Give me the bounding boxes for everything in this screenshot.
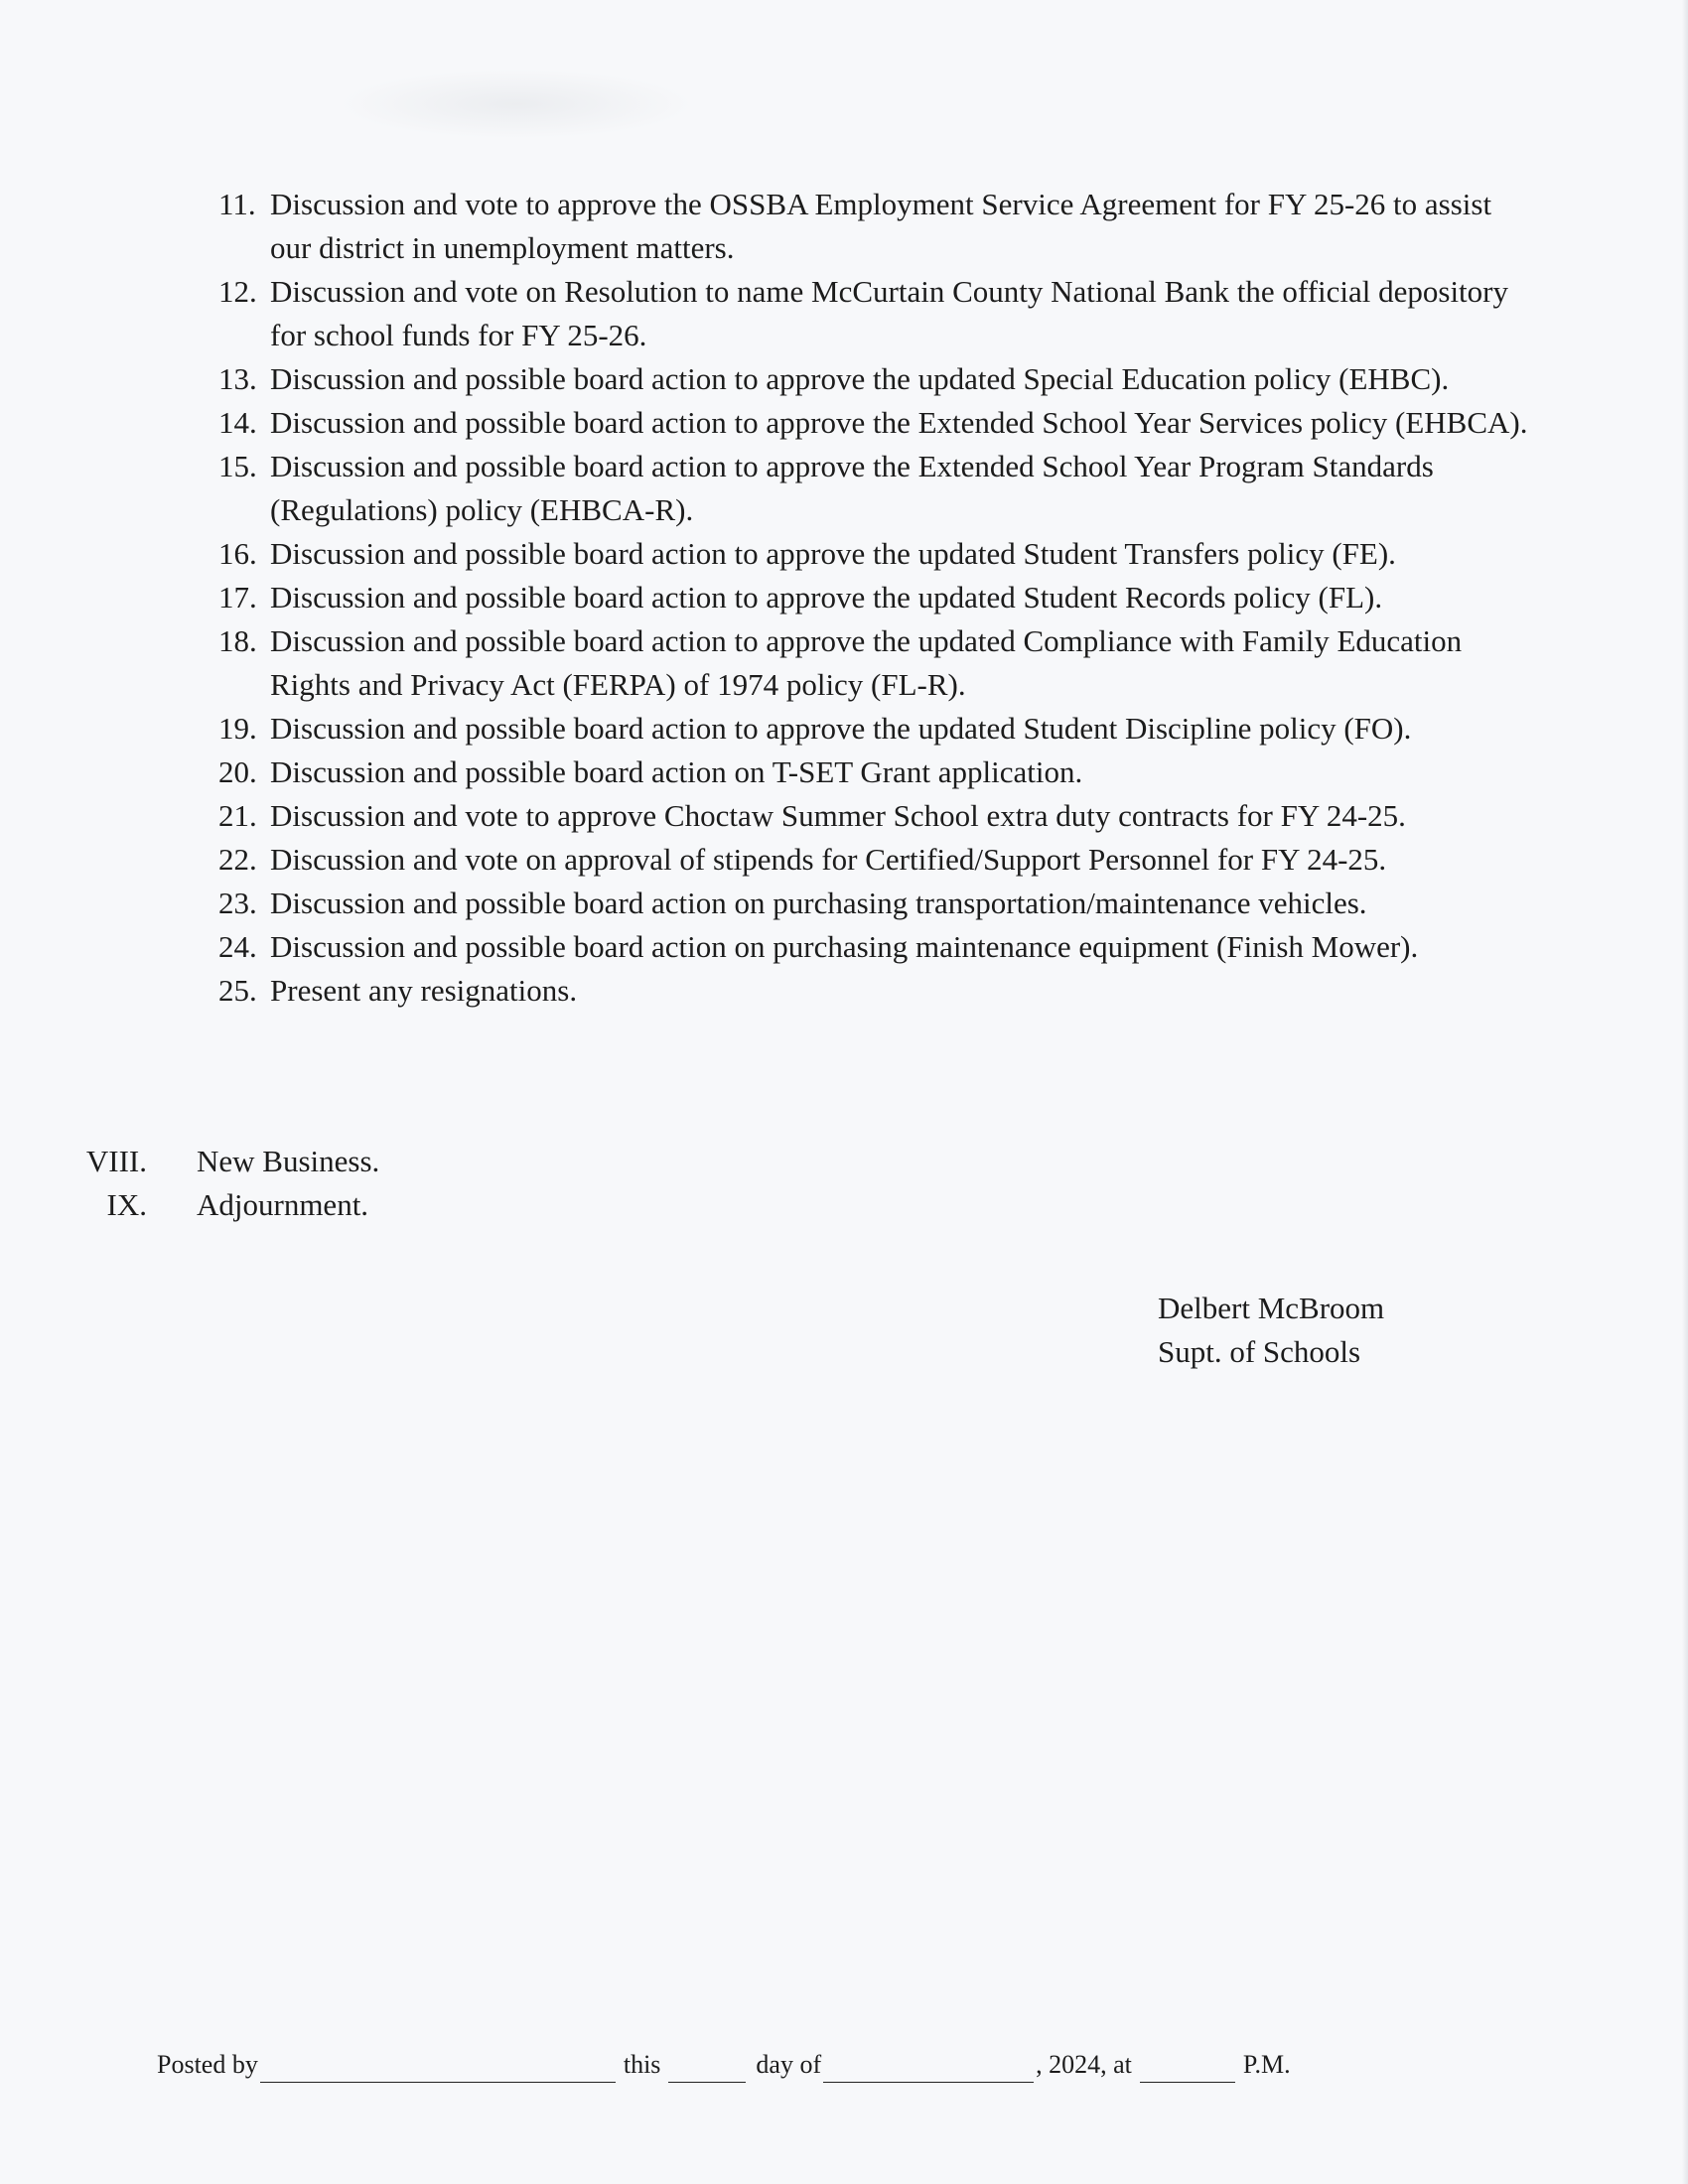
- agenda-item: [218, 619, 1529, 707]
- page-edge: [1682, 0, 1688, 2184]
- agenda-list: [218, 183, 1529, 1013]
- posting-line: [157, 2047, 1291, 2083]
- item-text: Discussion and possible board action on T-SET Grant application.: [270, 754, 1083, 789]
- item-number: 14.: [218, 405, 257, 440]
- signature-block: [1158, 1287, 1384, 1374]
- item-number: 18.: [218, 623, 257, 658]
- item-number: 21.: [218, 798, 257, 833]
- agenda-item: [218, 882, 1529, 925]
- day-blank: [668, 2056, 746, 2083]
- agenda-item: [218, 532, 1529, 576]
- agenda-item: [218, 751, 1529, 794]
- item-number: 13.: [218, 361, 257, 396]
- item-text: Discussion and possible board action to approve the updated Student Records policy (FL).: [270, 580, 1383, 614]
- item-text: Discussion and possible board action to approve the updated Student Discipline policy (FO).: [270, 711, 1412, 746]
- year-at-label: , 2024, at: [1036, 2050, 1132, 2079]
- time-blank: [1140, 2056, 1235, 2083]
- section-adjournment: [30, 1183, 368, 1227]
- item-text: Discussion and possible board action to approve the updated Special Education policy (EHBC).: [270, 361, 1450, 396]
- signer-title: Supt. of Schools: [1158, 1334, 1361, 1369]
- item-text: Discussion and vote on approval of stipends for Certified/Support Personnel for FY 24-25.: [270, 842, 1387, 877]
- item-number: 22.: [218, 842, 257, 877]
- item-number: 24.: [218, 929, 257, 964]
- item-text: Discussion and possible board action on purchasing maintenance equipment (Finish Mower).: [270, 929, 1419, 964]
- item-number: 12.: [218, 274, 257, 309]
- agenda-item: [218, 969, 1529, 1013]
- item-text: Discussion and vote on Resolution to name McCurtain County National Bank the official depository for school funds for FY 25-26.: [270, 274, 1508, 352]
- item-number: 19.: [218, 711, 257, 746]
- item-number: 11.: [218, 187, 256, 221]
- item-number: 20.: [218, 754, 257, 789]
- scan-shadow: [338, 69, 695, 139]
- month-blank: [823, 2056, 1034, 2083]
- item-text: Present any resignations.: [270, 973, 578, 1008]
- item-text: Discussion and vote to approve Choctaw Summer School extra duty contracts for FY 24-25.: [270, 798, 1406, 833]
- agenda-item: [218, 445, 1529, 532]
- section-numeral: IX.: [106, 1187, 147, 1222]
- agenda-item: [218, 270, 1529, 357]
- item-number: 16.: [218, 536, 257, 571]
- agenda-item: [218, 576, 1529, 619]
- agenda-item: [218, 707, 1529, 751]
- agenda-item: [218, 838, 1529, 882]
- day-of-label: day of: [756, 2050, 822, 2079]
- section-new-business: [30, 1140, 379, 1183]
- agenda-item: [218, 183, 1529, 270]
- item-number: 23.: [218, 886, 257, 920]
- item-text: Discussion and possible board action to approve the Extended School Year Services policy (EHBCA).: [270, 405, 1528, 440]
- posted-by-label: Posted by: [157, 2050, 258, 2079]
- posted-by-blank: [260, 2056, 616, 2083]
- section-text: Adjournment.: [197, 1187, 369, 1222]
- agenda-item: [218, 401, 1529, 445]
- item-number: 17.: [218, 580, 257, 614]
- agenda-item: [218, 925, 1529, 969]
- item-text: Discussion and vote to approve the OSSBA Employment Service Agreement for FY 25-26 to assist our district in unemployment matters.: [270, 187, 1492, 265]
- item-number: 25.: [218, 973, 257, 1008]
- item-text: Discussion and possible board action to approve the updated Student Transfers policy (FE).: [270, 536, 1396, 571]
- this-label: this: [623, 2050, 661, 2079]
- item-text: Discussion and possible board action on purchasing transportation/maintenance vehicles.: [270, 886, 1367, 920]
- pm-label: P.M.: [1242, 2050, 1291, 2079]
- agenda-item: [218, 357, 1529, 401]
- item-text: Discussion and possible board action to approve the Extended School Year Program Standards (Regulations) policy (EHBCA-R).: [270, 449, 1434, 527]
- agenda-item: [218, 794, 1529, 838]
- signer-name: Delbert McBroom: [1158, 1291, 1385, 1325]
- section-text: New Business.: [197, 1144, 380, 1178]
- item-number: 15.: [218, 449, 257, 483]
- section-numeral: VIII.: [85, 1144, 147, 1178]
- item-text: Discussion and possible board action to approve the updated Compliance with Family Education Rights and Privacy Act (FERPA) of 1974 policy (FL-R).: [270, 623, 1463, 702]
